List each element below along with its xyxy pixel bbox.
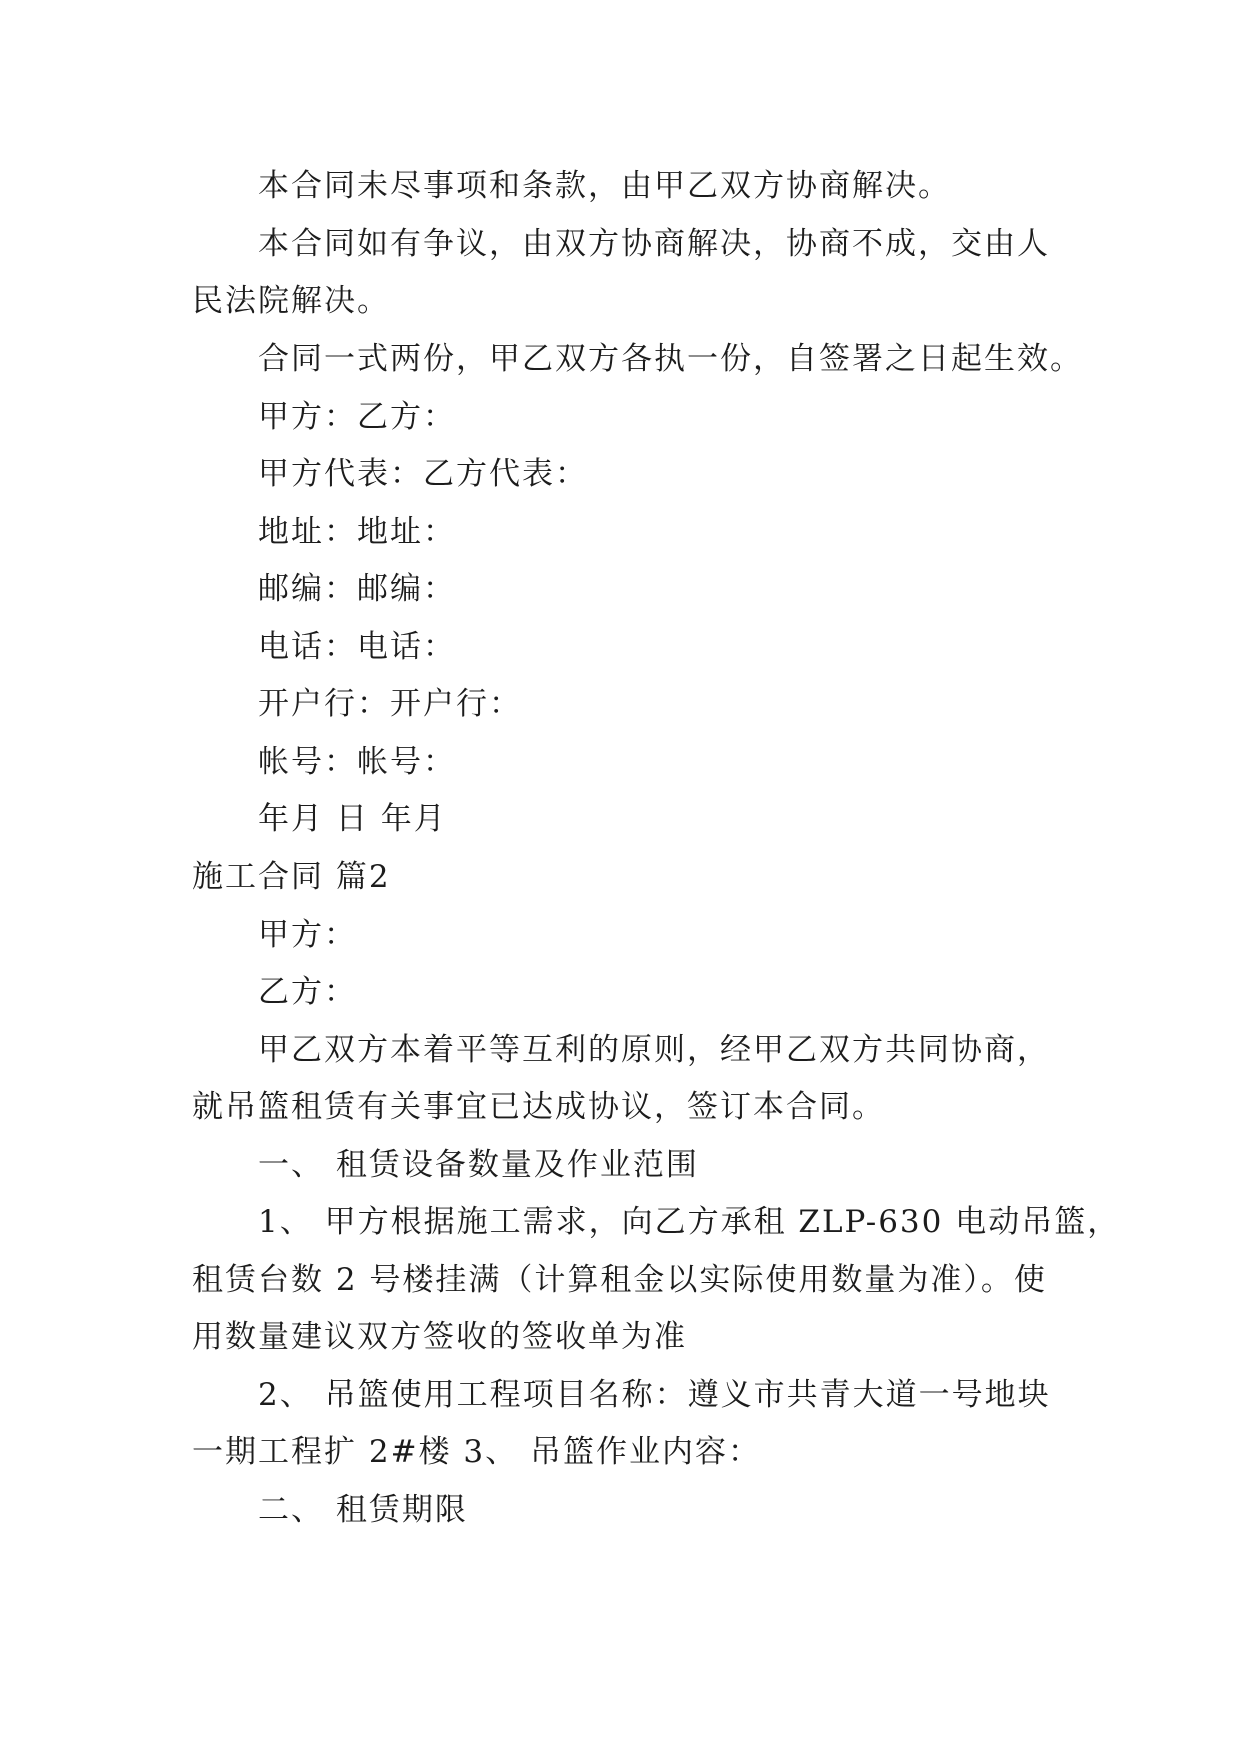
paragraph-line: 本合同未尽事项和条款，由甲乙双方协商解决。 bbox=[258, 168, 951, 204]
clause-heading: 二、 租赁期限 bbox=[258, 1492, 468, 1528]
date-line: 年月 日 年月 bbox=[258, 801, 447, 837]
paragraph-line: 1、 甲方根据施工需求，向乙方承租 ZLP-630 电动吊篮， bbox=[258, 1204, 1121, 1240]
party-field-line: 甲方： bbox=[258, 917, 357, 953]
signature-field-line: 开户行：开户行： bbox=[258, 686, 522, 722]
signature-field-line: 邮编：邮编： bbox=[258, 571, 456, 607]
paragraph-line: 甲乙双方本着平等互利的原则，经甲乙双方共同协商， bbox=[258, 1032, 1050, 1068]
paragraph-line: 本合同如有争议，由双方协商解决，协商不成，交由人 bbox=[258, 226, 1050, 262]
clause-heading: 一、 租赁设备数量及作业范围 bbox=[258, 1147, 699, 1183]
paragraph-line: 用数量建议双方签收的签收单为准 bbox=[192, 1319, 687, 1355]
section-heading: 施工合同 篇2 bbox=[192, 859, 391, 895]
signature-field-line: 地址：地址： bbox=[258, 514, 456, 550]
party-field-line: 乙方： bbox=[258, 974, 357, 1010]
paragraph-line: 就吊篮租赁有关事宜已达成协议，签订本合同。 bbox=[192, 1089, 885, 1125]
signature-field-line: 电话：电话： bbox=[258, 629, 456, 665]
signature-field-line: 帐号：帐号： bbox=[258, 744, 456, 780]
paragraph-line: 一期工程扩 2#楼 3、 吊篮作业内容： bbox=[192, 1434, 761, 1470]
signature-field-line: 甲方代表：乙方代表： bbox=[258, 456, 588, 492]
paragraph-line: 合同一式两份，甲乙双方各执一份，自签署之日起生效。 bbox=[258, 341, 1083, 377]
paragraph-line: 2、 吊篮使用工程项目名称：遵义市共青大道一号地块 bbox=[258, 1377, 1051, 1413]
paragraph-line: 租赁台数 2 号楼挂满（计算租金以实际使用数量为准）。使 bbox=[192, 1262, 1047, 1298]
signature-field-line: 甲方：乙方： bbox=[258, 399, 456, 435]
paragraph-line: 民法院解决。 bbox=[192, 283, 390, 319]
